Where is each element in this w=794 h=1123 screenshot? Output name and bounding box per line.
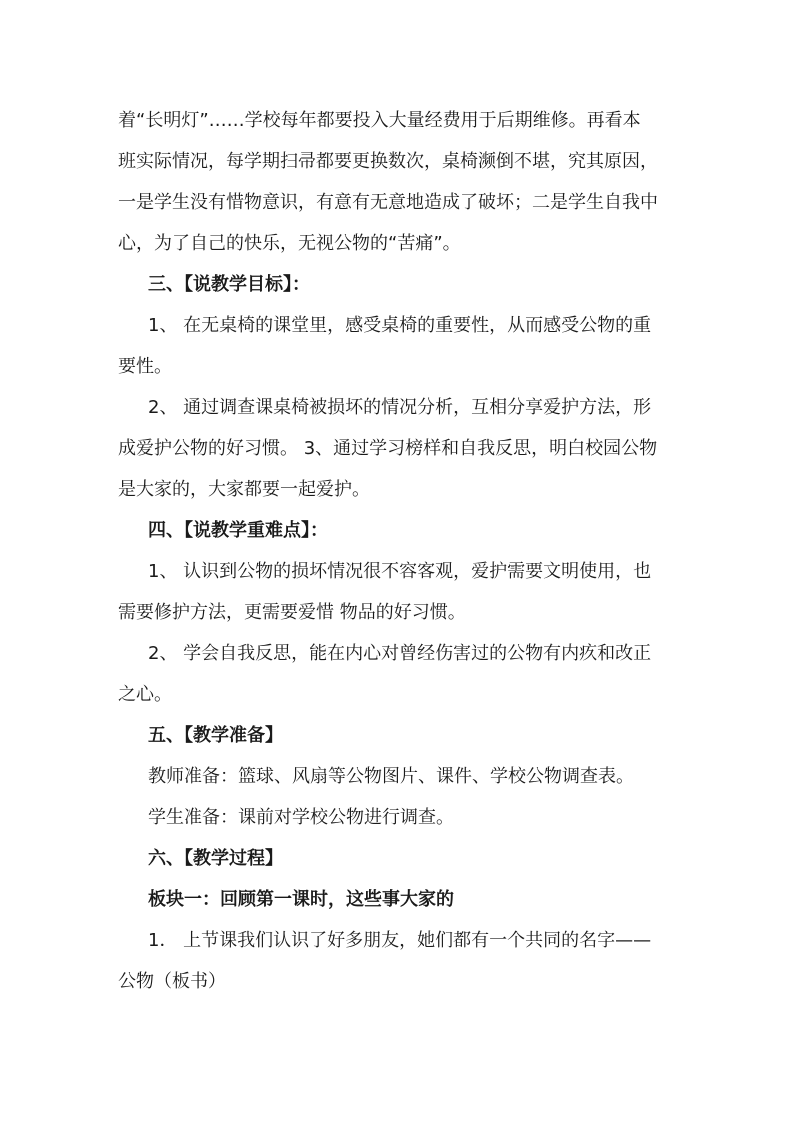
- paragraph-line: 之心。: [118, 684, 172, 705]
- paragraph-line: 1． 上节课我们认识了好多朋友，她们都有一个共同的名字——: [148, 930, 652, 951]
- paragraph-line: 公物（板书）: [118, 971, 226, 992]
- section-heading-preparation: 五、【教学准备】: [148, 725, 283, 746]
- paragraph-line: 2、 通过调查课桌椅被损坏的情况分析，互相分享爱护方法，形: [148, 397, 652, 418]
- paragraph-line: 1、 在无桌椅的课堂里，感受桌椅的重要性，从而感受公物的重: [148, 315, 652, 336]
- paragraph-line: 教师准备：篮球、风扇等公物图片、课件、学校公物调查表。: [148, 766, 634, 787]
- paragraph-line: 学生准备：课前对学校公物进行调查。: [148, 807, 454, 828]
- document-page: [118, 100, 678, 1002]
- paragraph-line: 要性。: [118, 356, 172, 377]
- section-heading-process: 六、【教学过程】: [148, 848, 283, 869]
- paragraph-line: 需要修护方法，更需要爱惜 物品的好习惯。: [118, 602, 466, 623]
- paragraph-line: 一是学生没有惜物意识，有意有无意地造成了破坏；二是学生自我中: [118, 192, 658, 213]
- paragraph-line: 1、 认识到公物的损坏情况很不容客观，爱护需要文明使用，也: [148, 561, 652, 582]
- subsection-heading-block-one: 板块一：回顾第一课时，这些事大家的: [148, 889, 454, 910]
- paragraph-line: 心，为了自己的快乐，无视公物的“苦痛”。: [118, 233, 461, 254]
- paragraph-line: 2、 学会自我反思，能在内心对曾经伤害过的公物有内疚和改正: [148, 643, 652, 664]
- paragraph-line: 班实际情况，每学期扫帚都要更换数次，桌椅濒倒不堪，究其原因，: [118, 151, 658, 172]
- section-heading-key-points: 四、【说教学重难点】：: [148, 520, 328, 541]
- paragraph-line: 成爱护公物的好习惯。 3、通过学习榜样和自我反思，明白校园公物: [118, 438, 658, 459]
- section-heading-objectives: 三、【说教学目标】：: [148, 274, 310, 295]
- paragraph-line: 着“长明灯”……学校每年都要投入大量经费用于后期维修。再看本: [118, 110, 641, 131]
- paragraph-line: 是大家的，大家都要一起爱护。: [118, 479, 370, 500]
